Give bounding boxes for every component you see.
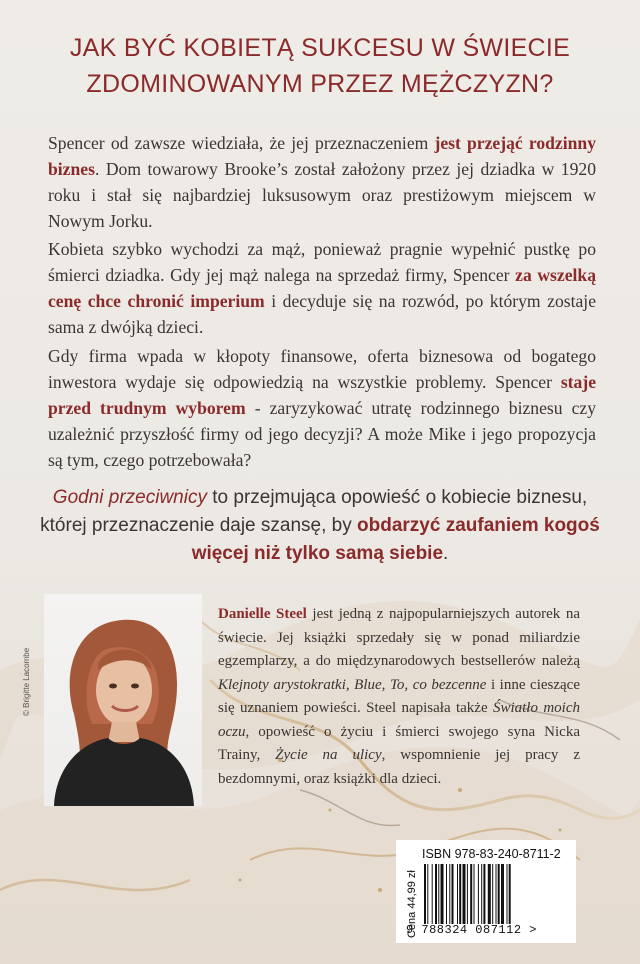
p1-text-c: . Dom towarowy Brooke’s został założony przez jej dziadka w 1920 roku i stał się najbardziej luksusowym oraz prestiżowym miejscem w Nowym Jorku. xyxy=(48,159,596,231)
p2-highlight: za wszelką cenę chce chronić imperium xyxy=(48,265,596,311)
bio-title-3: Życie na ulicy xyxy=(275,747,382,763)
p1-text-a: Spencer od zawsze wiedziała, że jej przeznaczeniem xyxy=(48,133,435,153)
barcode-bars xyxy=(424,864,564,924)
paragraph-3 xyxy=(48,343,596,473)
bio-text-a: jest jedną z najpopularniejszych autorek na świecie. Jej książki sprzedały się w ponad miliardzie egzemplarzy, a do międzynarodowych bestsellerów należą xyxy=(218,606,580,669)
barcode-number: 9 788324 087112 > xyxy=(406,923,537,937)
quote-highlight: obdarzyć zaufaniem kogoś więcej niż tylko samą siebie xyxy=(191,515,600,564)
bio-text-d: , wspomnienie jej pracy z bezdomnymi, oraz książki dla dzieci. xyxy=(218,747,580,787)
p2-text-c: i decyduje się na rozwód, po którym zostaje sama z dwójką dzieci. xyxy=(48,291,597,337)
page-title: JAK BYĆ KOBIETĄ SUKCESU W ŚWIECIE ZDOMINOWANYM PRZEZ MĘŻCZYZN? xyxy=(69,34,571,98)
tagline-quote xyxy=(36,484,604,568)
price-text: Cena 44,99 zł xyxy=(406,870,418,938)
p3-text-c: - zaryzykować utratę rodzinnego biznesu czy uzależnić przyszłość firmy od jego decyzji? A może Mike i jego propozycja są tym, czego potrzebowała? xyxy=(48,398,597,470)
p3-text-a: Gdy firma wpada w kłopoty finansowe, oferta biznesowa od bogatego inwestora wydaje się odpowiedzią na wszystkie problemy. Spencer xyxy=(48,346,596,392)
bio-title-2: Światło moich oczu xyxy=(218,700,580,740)
author-name: Danielle Steel xyxy=(218,606,307,622)
isbn-text: ISBN 978-83-240-8711-2 xyxy=(422,847,561,861)
p3-highlight: staje przed trudnym wyborem xyxy=(48,372,596,418)
bio-text-b: i inne cieszące się uznaniem powieści. Steel napisała także xyxy=(218,676,581,716)
quote-text-b: to przejmująca opowieść o kobiecie biznesu, której przeznaczenie daje szansę, by xyxy=(40,487,588,536)
quote-text-d: . xyxy=(443,543,449,564)
paragraph-1 xyxy=(48,130,596,234)
author-photo xyxy=(44,594,202,806)
photo-credit: © Brigitte Lacombe xyxy=(22,647,31,716)
bio-text-c: , opowieść o życiu i śmierci swojego syna Nicka Trainy, xyxy=(218,723,580,763)
p1-highlight: jest przejąć rodzinny biznes xyxy=(48,133,596,179)
p2-text-a: Kobieta szybko wychodzi za mąż, ponieważ pragnie wypełnić pustkę po śmierci dziadka. Gdy jej mąż nalega na sprzedaż firmy, Spencer xyxy=(48,239,596,285)
paragraph-2 xyxy=(48,236,596,340)
book-title-italic: Godni przeciwnicy xyxy=(52,487,207,508)
author-bio xyxy=(218,603,580,791)
bio-titles-1: Klejnoty arystokratki, Blue, To, co bezcenne xyxy=(218,676,487,693)
